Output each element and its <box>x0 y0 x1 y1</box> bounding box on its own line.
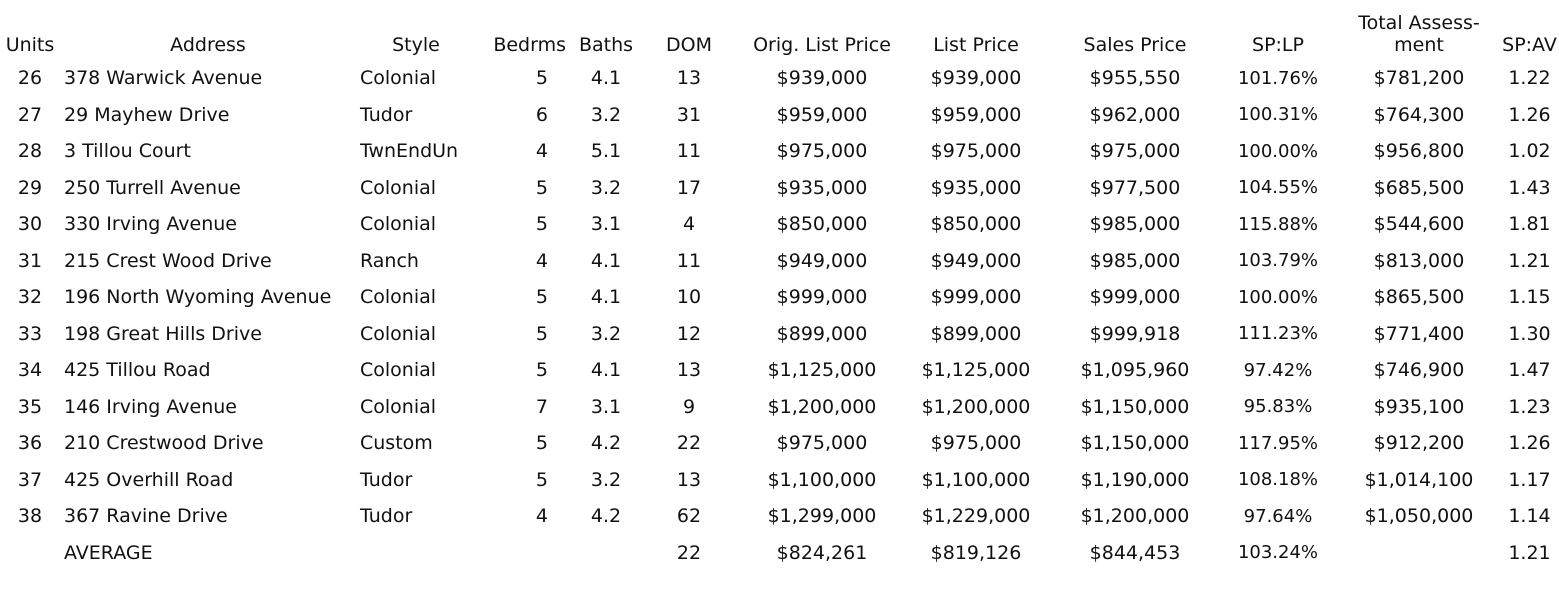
baths-cell: 3.2 <box>590 468 622 491</box>
orig-list-price-cell: $899,000 <box>776 322 868 345</box>
table-row <box>0 170 1559 207</box>
units-cell: 37 <box>17 468 43 491</box>
sp-av-cell: 1.17 <box>1508 468 1551 491</box>
sales-price-cell: $985,000 <box>1089 213 1181 236</box>
average-orig-list-price: $824,261 <box>776 541 868 564</box>
units-cell: 36 <box>17 432 43 455</box>
dom-cell: 13 <box>676 468 702 491</box>
sales-price-cell: $1,095,960 <box>1080 359 1190 382</box>
sp-lp-cell: 104.55% <box>1237 177 1319 199</box>
orig-list-price-cell: $1,100,000 <box>767 468 877 491</box>
units-cell: 28 <box>17 140 43 163</box>
sp-av-header: SP:AV <box>1502 34 1557 56</box>
orig-list-price-header: Orig. List Price <box>753 34 891 56</box>
address-cell: 29 Mayhew Drive <box>64 103 230 126</box>
list-price-cell: $999,000 <box>930 286 1022 309</box>
baths-cell: 4.2 <box>590 505 622 528</box>
table-row <box>0 133 1559 170</box>
address-cell: 250 Turrell Avenue <box>64 176 241 199</box>
dom-cell: 13 <box>676 67 702 90</box>
orig-list-price-cell: $949,000 <box>776 249 868 272</box>
dom-cell: 31 <box>676 103 702 126</box>
style-cell: Colonial <box>360 359 437 382</box>
sp-lp-cell: 95.83% <box>1243 396 1313 418</box>
bedrms-cell: 5 <box>535 176 548 199</box>
address-cell: 425 Tillou Road <box>64 359 211 382</box>
bedrms-cell: 5 <box>535 322 548 345</box>
average-baths-cell <box>578 535 634 571</box>
table-row <box>0 352 1559 389</box>
bedrms-cell: 7 <box>535 395 548 418</box>
home-sales-table <box>0 2 1559 571</box>
average-units-cell <box>0 535 60 571</box>
orig-list-price-cell: $975,000 <box>776 140 868 163</box>
sp-av-cell: 1.22 <box>1508 67 1551 90</box>
style-cell: Colonial <box>360 395 437 418</box>
average-sp-av: 1.21 <box>1508 541 1551 564</box>
sp-av-cell: 1.02 <box>1508 140 1551 163</box>
sp-av-cell: 1.26 <box>1508 432 1551 455</box>
dom-cell: 11 <box>676 140 702 163</box>
units-header: Units <box>5 34 55 56</box>
address-cell: 367 Ravine Drive <box>64 505 228 528</box>
style-cell: Colonial <box>360 213 437 236</box>
table-row <box>0 498 1559 535</box>
style-cell: TwnEndUn <box>360 140 459 163</box>
list-price-cell: $1,100,000 <box>921 468 1031 491</box>
average-bedrms-cell <box>476 535 578 571</box>
units-cell: 38 <box>17 505 43 528</box>
table-row <box>0 389 1559 426</box>
address-cell: 196 North Wyoming Avenue <box>64 286 332 309</box>
table-row <box>0 279 1559 316</box>
list-price-cell: $850,000 <box>930 213 1022 236</box>
sales-price-cell: $1,190,000 <box>1080 468 1190 491</box>
sp-lp-cell: 117.95% <box>1237 432 1319 454</box>
baths-cell: 3.2 <box>590 176 622 199</box>
sp-lp-cell: 111.23% <box>1237 323 1319 345</box>
orig-list-price-cell: $999,000 <box>776 286 868 309</box>
bedrms-cell: 5 <box>535 359 548 382</box>
average-list-price: $819,126 <box>930 541 1022 564</box>
average-dom: 22 <box>676 541 702 564</box>
total-assessment-cell: $764,300 <box>1373 103 1465 126</box>
total-assessment-cell: $912,200 <box>1373 432 1465 455</box>
sp-av-cell: 1.15 <box>1508 286 1551 309</box>
address-cell: 146 Irving Avenue <box>64 395 237 418</box>
list-price-cell: $939,000 <box>930 67 1022 90</box>
sp-lp-cell: 108.18% <box>1237 469 1319 491</box>
baths-cell: 5.1 <box>590 140 622 163</box>
address-cell: 210 Crestwood Drive <box>64 432 264 455</box>
sales-price-cell: $999,918 <box>1089 322 1181 345</box>
bedrms-cell: 4 <box>535 140 548 163</box>
sales-price-cell: $1,200,000 <box>1080 505 1190 528</box>
dom-cell: 11 <box>676 249 702 272</box>
dom-cell: 62 <box>676 505 702 528</box>
total-assessment-cell: $685,500 <box>1373 176 1465 199</box>
list-price-cell: $959,000 <box>930 103 1022 126</box>
sp-av-cell: 1.23 <box>1508 395 1551 418</box>
table-row <box>0 206 1559 243</box>
address-cell: 425 Overhill Road <box>64 468 234 491</box>
dom-cell: 4 <box>682 213 696 236</box>
table-row <box>0 462 1559 499</box>
total-assessment-cell: $1,050,000 <box>1364 505 1474 528</box>
sp-lp-cell: 100.31% <box>1237 104 1319 126</box>
address-cell: 330 Irving Avenue <box>64 213 237 236</box>
total-assessment-cell: $1,014,100 <box>1364 468 1474 491</box>
table-row <box>0 425 1559 462</box>
bedrms-cell: 5 <box>535 286 548 309</box>
units-cell: 33 <box>17 322 43 345</box>
sales-price-cell: $999,000 <box>1089 286 1181 309</box>
sp-av-cell: 1.43 <box>1508 176 1551 199</box>
sales-price-cell: $1,150,000 <box>1080 432 1190 455</box>
address-cell: 215 Crest Wood Drive <box>64 249 272 272</box>
style-cell: Ranch <box>360 249 419 272</box>
sp-lp-header: SP:LP <box>1252 34 1304 56</box>
dom-header: DOM <box>666 34 712 56</box>
bedrms-cell: 5 <box>535 432 548 455</box>
table-row <box>0 60 1559 97</box>
list-price-cell: $935,000 <box>930 176 1022 199</box>
total-assessment-cell: $935,100 <box>1373 395 1465 418</box>
orig-list-price-cell: $939,000 <box>776 67 868 90</box>
sales-price-cell: $985,000 <box>1089 249 1181 272</box>
total-assessment-cell: $956,800 <box>1373 140 1465 163</box>
orig-list-price-cell: $1,200,000 <box>767 395 877 418</box>
bedrms-cell: 4 <box>535 249 548 272</box>
bedrms-cell: 5 <box>535 67 548 90</box>
style-cell: Tudor <box>360 468 413 491</box>
sp-av-cell: 1.81 <box>1508 213 1551 236</box>
address-cell: 198 Great Hills Drive <box>64 322 262 345</box>
baths-cell: 3.2 <box>590 322 622 345</box>
total-assessment-header-line2: ment <box>1394 34 1444 56</box>
sales-price-cell: $962,000 <box>1089 103 1181 126</box>
total-assessment-cell: $781,200 <box>1373 67 1465 90</box>
style-cell: Tudor <box>360 505 413 528</box>
total-assessment-cell: $544,600 <box>1373 213 1465 236</box>
units-cell: 35 <box>17 395 43 418</box>
address-header: Address <box>170 34 246 56</box>
sp-av-cell: 1.26 <box>1508 103 1551 126</box>
dom-cell: 17 <box>676 176 702 199</box>
style-cell: Colonial <box>360 67 437 90</box>
sp-av-cell: 1.14 <box>1508 505 1551 528</box>
average-sales-price: $844,453 <box>1089 541 1181 564</box>
units-cell: 31 <box>17 249 43 272</box>
orig-list-price-cell: $1,125,000 <box>767 359 877 382</box>
list-price-cell: $949,000 <box>930 249 1022 272</box>
total-assessment-cell: $771,400 <box>1373 322 1465 345</box>
bedrms-cell: 5 <box>535 213 548 236</box>
baths-cell: 4.1 <box>590 286 622 309</box>
style-cell: Colonial <box>360 176 437 199</box>
dom-cell: 12 <box>676 322 702 345</box>
dom-cell: 9 <box>682 395 696 418</box>
table-row <box>0 97 1559 134</box>
dom-cell: 22 <box>676 432 702 455</box>
bedrms-cell: 5 <box>535 468 548 491</box>
average-row <box>0 535 1559 571</box>
units-cell: 34 <box>17 359 43 382</box>
sales-price-cell: $977,500 <box>1089 176 1181 199</box>
units-cell: 32 <box>17 286 43 309</box>
sp-lp-cell: 97.42% <box>1243 359 1313 381</box>
sp-av-cell: 1.47 <box>1508 359 1551 382</box>
table-row <box>0 243 1559 280</box>
style-cell: Custom <box>360 432 433 455</box>
sales-price-cell: $1,150,000 <box>1080 395 1190 418</box>
total-assessment-header <box>1338 2 1500 60</box>
orig-list-price-cell: $975,000 <box>776 432 868 455</box>
list-price-cell: $1,200,000 <box>921 395 1031 418</box>
sp-lp-cell: 97.64% <box>1243 505 1313 527</box>
list-price-cell: $1,125,000 <box>921 359 1031 382</box>
header-row <box>0 2 1559 60</box>
bedrms-cell: 6 <box>535 103 548 126</box>
average-style-cell <box>356 535 476 571</box>
baths-cell: 4.2 <box>590 432 622 455</box>
orig-list-price-cell: $850,000 <box>776 213 868 236</box>
average-total-assessment-cell <box>1338 535 1500 571</box>
sales-price-cell: $955,550 <box>1089 67 1181 90</box>
address-cell: 378 Warwick Avenue <box>64 67 263 90</box>
list-price-cell: $975,000 <box>930 432 1022 455</box>
table-row <box>0 316 1559 353</box>
sales-price-cell: $975,000 <box>1089 140 1181 163</box>
orig-list-price-cell: $959,000 <box>776 103 868 126</box>
sp-av-cell: 1.30 <box>1508 322 1551 345</box>
baths-cell: 3.1 <box>590 395 622 418</box>
units-cell: 30 <box>17 213 43 236</box>
baths-cell: 3.2 <box>590 103 622 126</box>
list-price-cell: $1,229,000 <box>921 505 1031 528</box>
style-cell: Colonial <box>360 322 437 345</box>
dom-cell: 10 <box>676 286 702 309</box>
sp-lp-cell: 101.76% <box>1237 67 1319 89</box>
dom-cell: 13 <box>676 359 702 382</box>
list-price-cell: $975,000 <box>930 140 1022 163</box>
list-price-cell: $899,000 <box>930 322 1022 345</box>
table-body <box>0 60 1559 535</box>
total-assessment-cell: $865,500 <box>1373 286 1465 309</box>
baths-cell: 4.1 <box>590 249 622 272</box>
sales-price-header: Sales Price <box>1083 34 1187 56</box>
units-cell: 29 <box>17 176 43 199</box>
address-cell: 3 Tillou Court <box>64 140 191 163</box>
sp-av-cell: 1.21 <box>1508 249 1551 272</box>
sp-lp-cell: 100.00% <box>1237 140 1319 162</box>
style-header: Style <box>392 34 440 56</box>
units-cell: 26 <box>17 67 43 90</box>
baths-cell: 4.1 <box>590 67 622 90</box>
baths-cell: 3.1 <box>590 213 622 236</box>
total-assessment-header-line1: Total Assess- <box>1358 12 1480 34</box>
sp-lp-cell: 100.00% <box>1237 286 1319 308</box>
average-label: AVERAGE <box>64 541 153 564</box>
bedrms-header: Bedrms <box>493 34 566 56</box>
bedrms-cell: 4 <box>535 505 548 528</box>
style-cell: Tudor <box>360 103 413 126</box>
orig-list-price-cell: $1,299,000 <box>767 505 877 528</box>
total-assessment-cell: $746,900 <box>1373 359 1465 382</box>
baths-cell: 4.1 <box>590 359 622 382</box>
sp-lp-cell: 103.79% <box>1237 250 1319 272</box>
orig-list-price-cell: $935,000 <box>776 176 868 199</box>
sp-lp-cell: 115.88% <box>1237 213 1319 235</box>
units-cell: 27 <box>17 103 43 126</box>
total-assessment-cell: $813,000 <box>1373 249 1465 272</box>
list-price-header: List Price <box>933 34 1019 56</box>
style-cell: Colonial <box>360 286 437 309</box>
baths-header: Baths <box>578 34 634 56</box>
average-sp-lp: 103.24% <box>1237 542 1319 563</box>
